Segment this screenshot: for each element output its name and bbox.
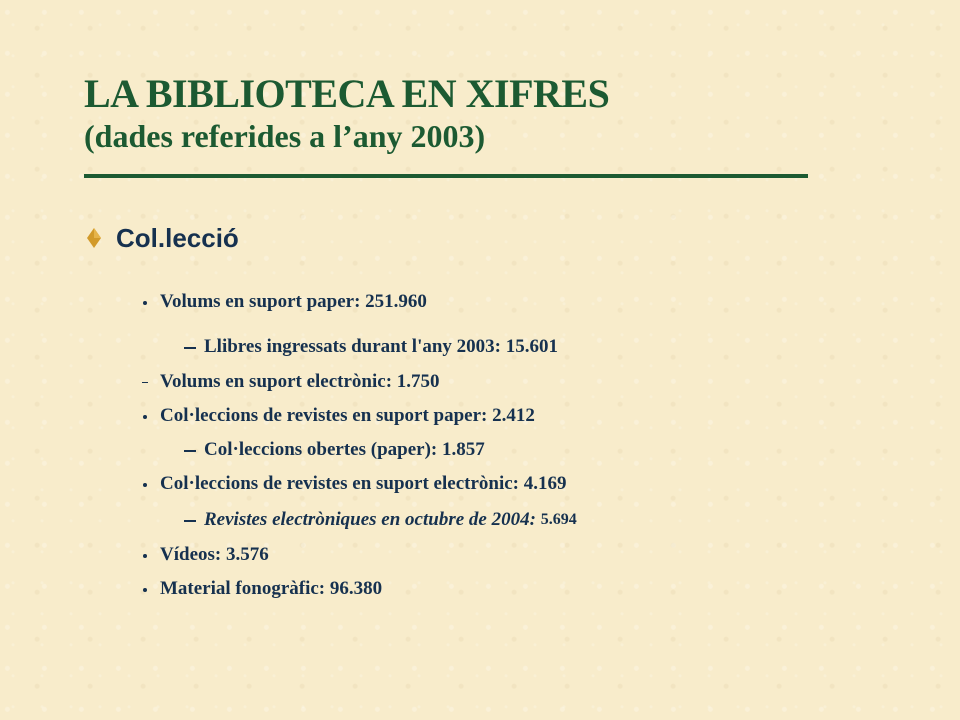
section-heading (86, 222, 239, 254)
list-subitem (184, 508, 577, 532)
list-item (142, 577, 382, 601)
list-item-text: Vídeos: 3.576 (160, 544, 269, 565)
list-item (142, 543, 269, 567)
bullet-dot-icon (142, 290, 160, 314)
title-underline (84, 174, 808, 178)
bullet-dot-icon (142, 543, 160, 567)
bullet-dash-icon (142, 370, 160, 394)
list-item-text: Volums en suport paper: 251.960 (160, 291, 427, 312)
list-subitem-text: Revistes electròniques en octubre de 2004: (204, 509, 536, 530)
list-subitem-text: Llibres ingressats durant l'any 2003: 15.601 (204, 336, 559, 357)
title-block (84, 72, 808, 156)
page-title: LA BIBLIOTECA EN XIFRES (84, 71, 610, 116)
bullet-dot-icon (142, 404, 160, 428)
list-item (142, 290, 427, 314)
dash-icon (184, 508, 204, 532)
page-subtitle: (dades referides a l’any 2003) (84, 118, 486, 154)
list-item (142, 370, 440, 394)
section-label: Col.lecció (116, 223, 239, 253)
list-subitem-text: Col·leccions obertes (paper): 1.857 (204, 439, 485, 460)
list-item-text: Col·leccions de revistes en suport paper: 2.412 (160, 405, 535, 426)
dash-icon (184, 335, 204, 359)
diamond-icon (86, 227, 102, 249)
list-item-text: Material fonogràfic: 96.380 (160, 578, 383, 599)
list-subitem-value: 5.694 (540, 511, 577, 528)
list-item-text: Col·leccions de revistes en suport electrònic: 4.169 (160, 473, 567, 494)
list-subitem (184, 335, 558, 359)
bullet-dot-icon (142, 472, 160, 496)
list-item-text: Volums en suport electrònic: 1.750 (160, 371, 440, 392)
list-item (142, 472, 567, 496)
list-item (142, 404, 535, 428)
bullet-dot-icon (142, 577, 160, 601)
list-subitem (184, 438, 485, 462)
dash-icon (184, 438, 204, 462)
